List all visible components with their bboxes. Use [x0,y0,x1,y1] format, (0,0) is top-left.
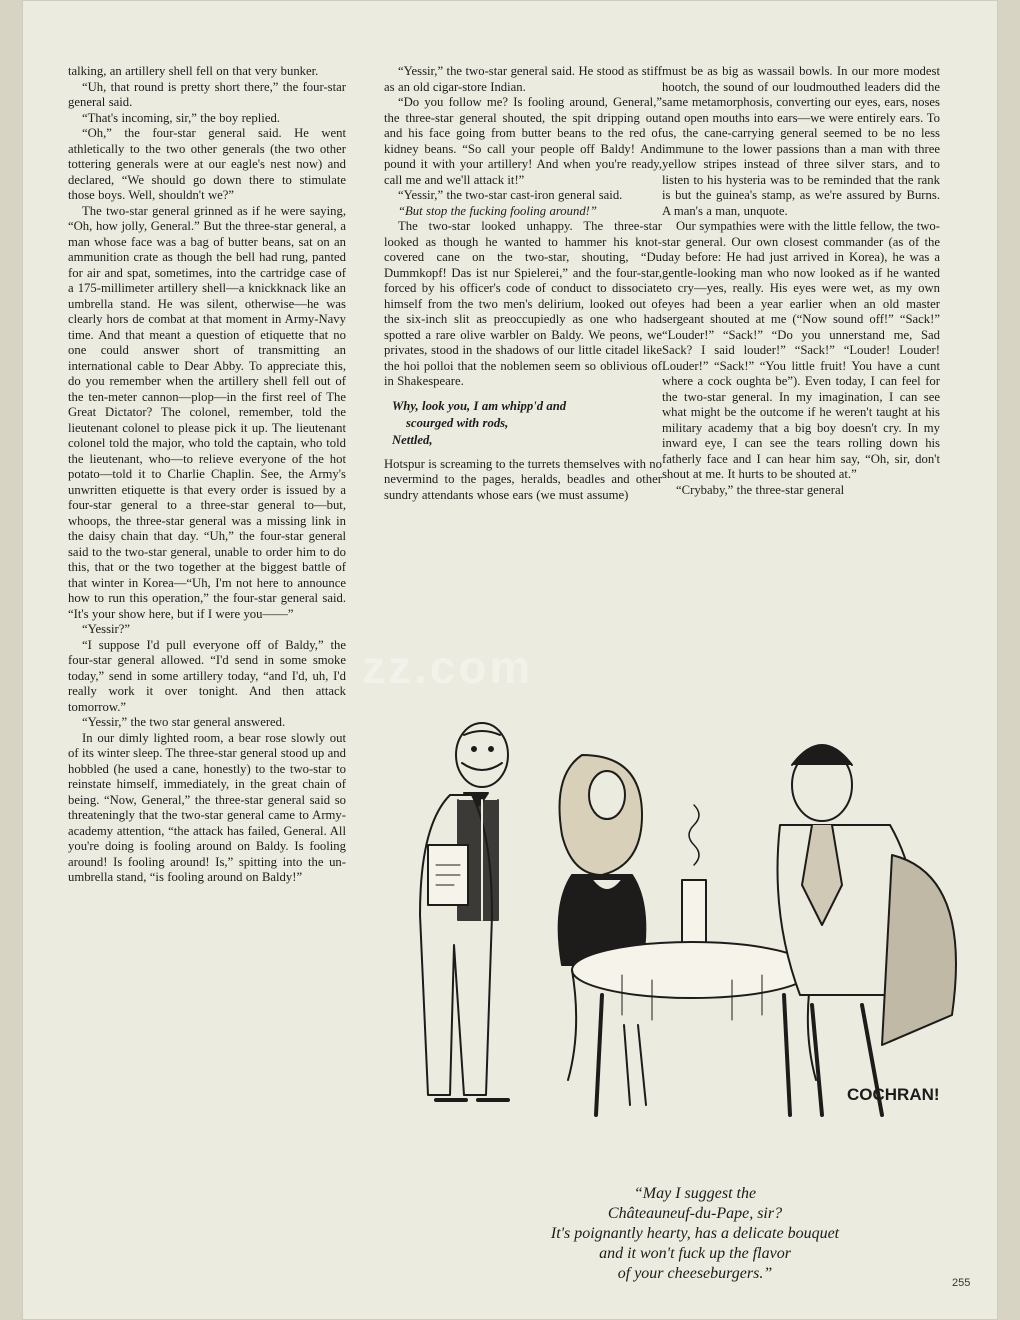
text-column-2 [384,64,662,694]
paragraph [384,204,662,220]
caption-line: “May I suggest the [633,1185,757,1202]
paragraph: “Oh,” the four-star general said. He went athletically to the two other generals (the two other tottering generals were at our eagle's nest now) and declared, “We should go down there to stimulate those boys. Well, shouldn't we?” [68,126,346,202]
man-figure [778,745,957,1115]
paragraph: “Do you follow me? Is fooling around, General,” the three-star general shouted, the spit dripping out and his face going from butter beans to the red of kidney beans. “So call your people off Baldy! And pound it with your artillery! And when you're ready, call me and we'll attack it!” [384,95,662,187]
paragraph: “That's incoming, sir,” the boy replied. [82,110,280,125]
caption-line: Châteauneuf-du-Pape, sir? [607,1205,783,1222]
italic-quote: “But stop the fucking fooling around!” [398,203,597,218]
artist-signature: COCHRAN! [847,1085,940,1104]
watermark: zz.com [362,641,534,693]
caption-line: of your cheeseburgers.” [617,1265,773,1282]
page-number: 255 [952,1277,971,1289]
paragraph: “Yessir,” the two-star general said. He stood as stiff as an old cigar-store Indian. [384,64,662,94]
table [568,942,816,1115]
paragraph: The two-star looked unhappy. The three-star looked as though he wanted to hammer his knot-covered cane on the two-star, shouting, “Du Dummkopf! Das ist nur Spielerei,” and the four-star, forced by his officer's code of conduct to dissociate himself from the two men's delirium, looked out of the six-inch slit as preoccupiedly as one who had spotted a rare olive warbler on Baldy. We peons, we privates, stood in the shadows of our little citadel like the hoi polloi that the noblemen seem so oblivious of in Shakespeare. [384,219,662,388]
paragraph: “Yessir,” the two star general answered. [82,715,286,729]
paragraph: Hotspur is screaming to the turrets themselves with no nevermind to the pages, heralds, beadles and other sundry attendants whose ears (we must assume) [384,456,662,502]
text-column-3 [662,64,940,694]
caption-line: It's poignantly hearty, has a delicate bouquet [550,1225,840,1242]
caption-line: and it won't fuck up the flavor [599,1245,791,1262]
verse-quote [392,398,662,449]
magazine-page [22,0,998,1320]
paragraph: must be as big as wassail bowls. In our more modest hootch, the sound of our loudmouthed leaders did the same metamorphosis, converting our eyes, ears, noses and open mouths into ears—we were entirely ears. To us, the cane-carrying general seemed to be no less immune to the lower passions than a man with three yellow stripes instead of three silver stars, and to listen to his hysteria was to be reminded that the rank is but the guinea's stamp, as we're assured by Burns. A man's a man, unquote. [662,64,940,218]
cartoon-caption [470,1184,920,1284]
cartoon-illustration [392,705,982,1175]
woman-figure [559,755,646,1105]
paragraph: “I suppose I'd pull everyone off of Baldy,” the four-star general allowed. “I'd send in some smoke today,” send in some artillery today, “and I'd, uh, I'd really work it over tonight. And then attack tomorrow.” [68,637,346,714]
paragraph: Our sympathies were with the little fellow, the two-star general. Our own closest commander (as of the day before: He had just arrived in Korea), he was a gentle-looking man who now looked as if he wanted to cry—yes, really. His eyes were wet, as my own eyes had been a year earlier when an old master sergeant shouted at me (“Now sound off!” “Sack!” “Louder!” “Sack!” “Do you unnerstand me, Sad Sack? I said louder!” “Sack!” “Louder! Louder! Louder!” “Sack!” “You little fruit! You have a cunt where a cock oughta be”). Even today, I can feel for the two-star general. In my imagination, I can see what might be the outcome if he weren't taught at his military academy that a big boy doesn't cry. In my inward eye, I can see the tears rolling down his fatherly face and I can hear him say, “Oh, sir, don't shout at me. It hurts to be shouted at.” [662,219,940,481]
paragraph: “Yessir,” the two-star cast-iron general said. [398,188,623,202]
paragraph: “Crybaby,” the three-star general [676,482,845,497]
text-column-1 [68,64,346,1300]
verse-line: Nettled, [392,432,433,447]
verse-line: scourged with rods, [406,415,509,430]
waiter-figure [420,723,508,1100]
paragraph: talking, an artillery shell fell on that very bunker. [68,64,319,78]
paragraph: “Yessir?” [82,622,131,636]
paragraph: “Uh, that round is pretty short there,” the four-star general said. [68,79,346,109]
paragraph: In our dimly lighted room, a bear rose slowly out of its winter sleep. The three-star general stood up and hobbled (he used a cane, honestly) to the two-star to reinstate himself, immediately, in the great chain of being. “Now, General,” the three-star general said so threateningly that the two-star general came to Army-academy attention, “the attack has failed, General. All you're doing is fooling around on Baldy. Is fooling around! Is fooling around! Is,” spitting into the un-umbrella stand, “is fooling around on Baldy!” [68,730,346,884]
paragraph: The two-star general grinned as if he were saying, “Oh, how jolly, General.” But the three-star general, a man whose face was a bag of butter beans, sat on an ammunition crate as though the bell had rung, panted for air and spat, sometimes, into the cartridge case of a 175-millimeter artillery shell—a knickknack like an umbrella stand. He was silent, otherwise—he was clearly hors de combat at that moment in Army-Navy time. And that meant a question of etiquette that no one could answer short of transmitting an international cable to Dear Abby. To appreciate this, do you remember when the artillery shell fell out of the ten-meter cannon—plop—in the first reel of The Great Dictator? The colonel, remember, told the lieutenant colonel to please pick it up. The lieutenant colonel told the major, who told the captain, who told the lieutenant, who—to relieve everyone of the hot potato—told it to Charlie Chaplin. See, the Army's unwritten etiquette is that every order is issued by a four-star general to a three-star general to—but, whoops, the three-star general was a missing link in the daisy chain that day. “Uh,” the four-star general said to the two-star general, unable to order him to do this, that or the two together at the biggest battle of that winter in Korea—“Uh, I'm not here to announce how to run this operation,” the four-star general said. “It's your show here, but if I were you——” [68,203,346,621]
verse-line: Why, look you, I am whipp'd and [392,398,567,413]
